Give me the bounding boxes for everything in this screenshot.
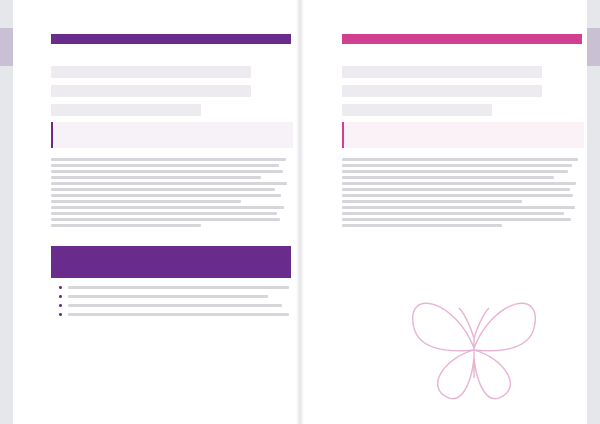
right-page [304,0,587,424]
right-section-bar [342,34,582,44]
left-running-head [51,14,291,22]
left-highlight-box [51,246,291,278]
right-goal-block [342,122,584,148]
left-page-title [51,66,291,122]
left-body-text [51,158,291,230]
list-item [59,295,289,298]
left-section-bar [51,34,291,44]
right-side-strip [587,0,600,424]
list-item [59,313,289,316]
right-page-number [569,6,583,11]
left-page [13,0,296,424]
right-body-text [342,158,582,230]
left-goal-block [51,122,293,148]
left-bullet-list [59,286,289,322]
left-page-number [17,6,31,11]
list-item [59,304,289,307]
butterfly-illustration [374,268,574,418]
list-item [59,286,289,289]
left-side-strip [0,0,13,424]
right-chapter-tab [587,28,600,66]
right-page-title [342,66,582,122]
right-running-head [342,14,582,22]
book-gutter [296,0,304,424]
left-chapter-tab [0,28,13,66]
